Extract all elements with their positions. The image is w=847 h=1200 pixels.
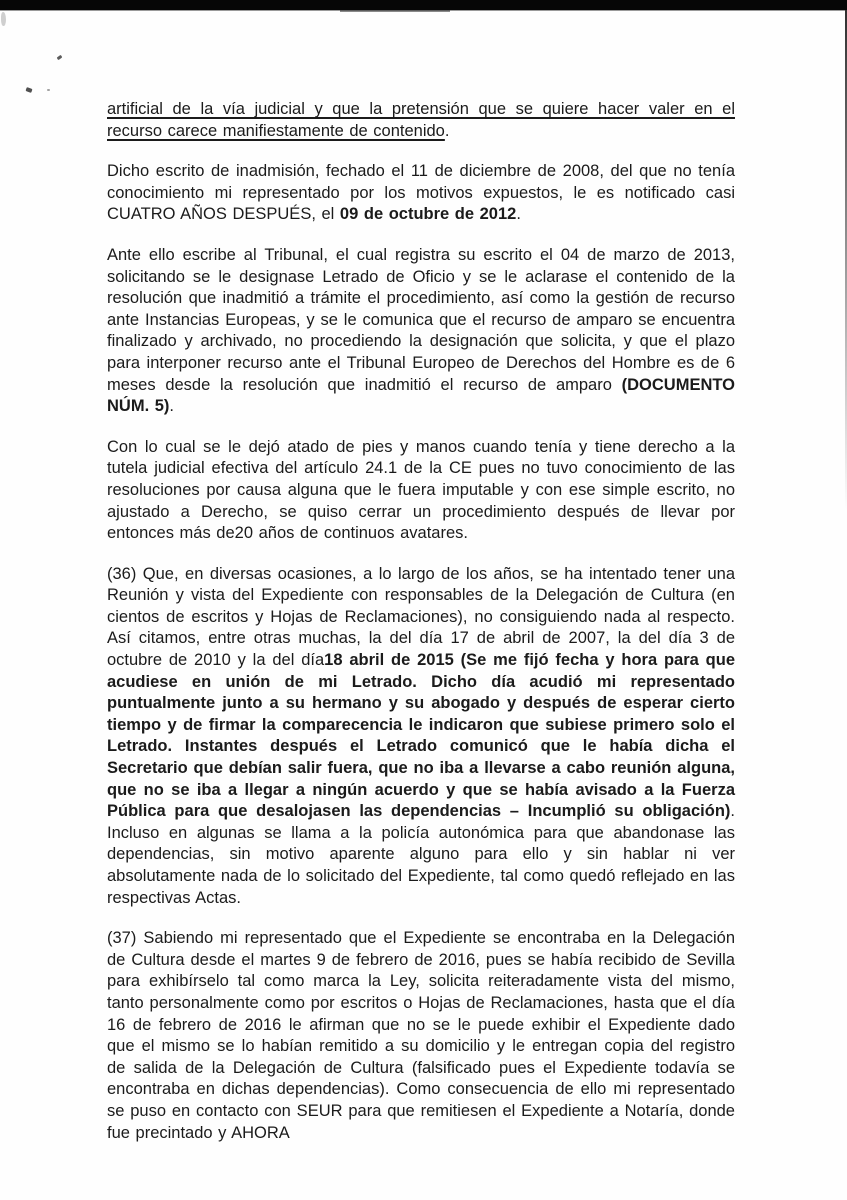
paragraph-escrito-tribunal-2013: Ante ello escribe al Tribunal, el cual registra su escrito el 04 de marzo de 2013, solicitando se le designase Letrado de Oficio y se le aclarase el contenido de la resolución que inadmitió a trámite el procedimiento, así como la gestión de recurso ante Instancias Europeas, y se le comunica que el recurso de amparo se encuentra finalizado y archivado, no procediendo la designación que solicita, y que el plazo para interponer recurso ante el Tribunal Europeo de Derechos del Hombre es de 6 meses desde la resolución que inadmitió el recurso de amparo (DOCUMENTO NÚM. 5).: [107, 245, 735, 416]
scan-speckle: [1, 12, 6, 26]
paragraph-36: (36) Que, en diversas ocasiones, a lo largo de los años, se ha intentado tener una Reunión y vista del Expediente con responsables de la Delegación de Cultura (en cientos de escritos y Hojas de Reclamaciones), no consiguiendo nada al respecto. Así citamos, entre otras muchas, la del día 17 de abril de 2007, la del día 3 de octubre de 2010 y la del día18 abril de 2015 (Se me fijó fecha y hora para que acudiese en unión de mi Letrado. Dicho día acudió mi representado puntualmente junto a su hermano y su abogado y después de esperar cierto tiempo y de firmar la comparecencia le indicaron que subiese primero solo el Letrado. Instantes después el Letrado comunicó que le había dicha el Secretario que debían salir fuera, que no iba a llevarse a cabo reunión alguna, que no se iba a llegar a ningún acuerdo y que se había avisado a la Fuerza Pública para que desalojasen las dependencias – Incumplió su obligación). Incluso en algunas se llama a la policía autonómica para que abandonase las dependencias, sin motivo aparente alguno para ello y sin hablar ni ver absolutamente nada de lo solicitado del Expediente, tal como quedó reflejado en las respectivas Actas.: [107, 564, 735, 907]
scan-speckle: [47, 89, 50, 91]
paragraph-tutela-judicial: Con lo cual se le dejó atado de pies y manos cuando tenía y tiene derecho a la tutela judicial efectiva del artículo 24.1 de la CE pues no tuvo conocimiento de las resoluciones por causa alguna que le fuera imputable y con ese simple escrito, no ajustado a Derecho, se quiso cerrar un procedimiento después de llevar por entonces más de20 años de continuos avatares.: [107, 437, 735, 543]
scan-speckle: [57, 55, 63, 60]
paragraph-underlined-conclusion: artificial de la vía judicial y que la pretensión que se quiere hacer valer en el recurso carece manifiestamente de contenido.: [107, 100, 735, 140]
scan-speckle: [25, 87, 32, 93]
scan-edge-artifact-top: [0, 0, 847, 11]
paragraph-notificacion-2012: Dicho escrito de inadmisión, fechado el 11 de diciembre de 2008, del que no tenía conocimiento mi representado por los motivos expuestos, le es notificado casi CUATRO AÑOS DESPUÉS, el 09 de octubre de 2012.: [107, 162, 735, 224]
document-body: [107, 99, 735, 1163]
paragraph-37: (37) Sabiendo mi representado que el Expediente se encontraba en la Delegación de Cultura desde el martes 9 de febrero de 2016, pues se había recibido de Sevilla para exhibírselo tal como marca la Ley, solicita reiteradamente vista del mismo, tanto personalmente como por escritos o Hojas de Reclamaciones, hasta que el día 16 de febrero de 2016 le afirman que no se le puede exhibir el Expediente dado que el mismo se lo habían remitido a su domicilio y le entregan copia del registro de salida de la Delegación de Cultura (falsificado pues el Expediente todavía se encontraba en dichas dependencias). Como consecuencia de ello mi representado se puso en contacto con SEUR para que remitiesen el Expediente a Notaría, donde fue precintado y AHORA: [107, 929, 735, 1142]
